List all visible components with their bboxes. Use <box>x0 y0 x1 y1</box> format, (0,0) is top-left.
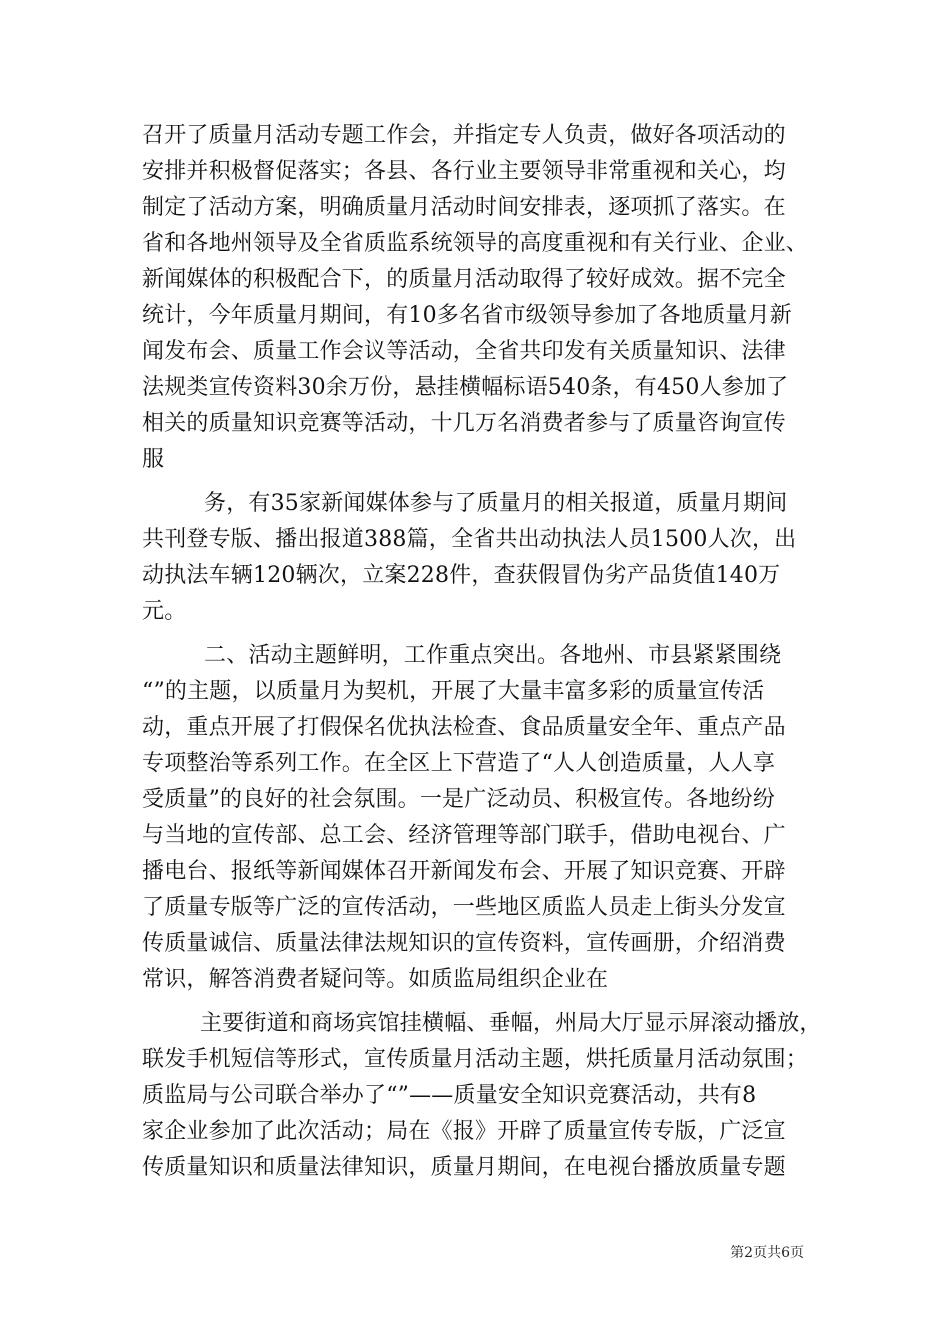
text-line: 与当地的宣传部、总工会、经济管理等部门联手，借助电视台、广 <box>142 823 786 848</box>
text-line: 新闻媒体的积极配合下，的质量月活动取得了较好成效。据不完全 <box>142 267 786 292</box>
document-body <box>142 118 822 1186</box>
text-line: 常识，解答消费者疑问等。如质监局组织企业在 <box>142 967 609 992</box>
text-line: 服 <box>142 447 165 472</box>
text-line: 家企业参加了此次活动；局在《报》开辟了质量宣传专版，广泛宣 <box>142 1119 786 1144</box>
text-line: 质监局与公司联合举办了“”——质量安全知识竞赛活动，共有8 <box>142 1083 757 1108</box>
text-line: 务，有35家新闻媒体参与了质量月的相关报道，质量月期间 <box>204 491 788 516</box>
text-line: 安排并积极督促落实；各县、各行业主要领导非常重视和关心，均 <box>142 159 786 184</box>
text-line: 了质量专版等广泛的宣传活动，一些地区质监人员走上街头分发宣 <box>142 895 786 920</box>
text-line: 播电台、报纸等新闻媒体召开新闻发布会、开展了知识竞赛、开辟 <box>142 859 786 884</box>
text-line: 闻发布会、质量工作会议等活动，全省共印发有关质量知识、法律 <box>142 339 786 364</box>
page-number-footer: 第2页共6页 <box>730 1245 804 1261</box>
text-line: 共刊登专版、播出报道388篇，全省共出动执法人员1500人次，出 <box>142 527 797 552</box>
text-line: 传质量诚信、质量法律法规知识的宣传资料，宣传画册，介绍消费 <box>142 931 786 956</box>
paragraph-gap <box>142 478 814 486</box>
text-line: 专项整治等系列工作。在全区上下营造了“人人创造质量，人人享 <box>142 751 776 776</box>
text-line: 制定了活动方案，明确质量月活动时间安排表，逐项抓了落实。在 <box>142 195 786 220</box>
paragraph-3 <box>142 638 814 998</box>
text-line: 相关的质量知识竞赛等活动，十几万名消费者参与了质量咨询宣传 <box>142 411 786 436</box>
paragraph-gap <box>142 630 814 638</box>
text-line: 动，重点开展了打假保名优执法检查、食品质量安全年、重点产品 <box>142 715 786 740</box>
text-line: 主要街道和商场宾馆挂横幅、垂幅，州局大厅显示屏滚动播放， <box>200 1011 822 1036</box>
text-line: 动执法车辆120辆次，立案228件，查获假冒伪劣产品货值140万 <box>142 563 781 588</box>
text-line: “”的主题，以质量月为契机，开展了大量丰富多彩的质量宣传活 <box>142 679 765 704</box>
paragraph-2 <box>142 486 814 630</box>
text-line: 联发手机短信等形式，宣传质量月活动主题，烘托质量月活动氛围； <box>142 1047 809 1072</box>
text-line: 二、活动主题鲜明，工作重点突出。各地州、市县紧紧围绕 <box>204 643 782 668</box>
paragraph-gap <box>142 998 814 1006</box>
text-line: 元。 <box>142 599 187 624</box>
text-line: 省和各地州领导及全省质监系统领导的高度重视和有关行业、企业、 <box>142 231 809 256</box>
paragraph-4 <box>142 1006 822 1186</box>
paragraph-1 <box>142 118 814 478</box>
text-line: 传质量知识和质量法律知识，质量月期间，在电视台播放质量专题 <box>142 1155 786 1180</box>
text-line: 受质量”的良好的社会氛围。一是广泛动员、积极宣传。各地纷纷 <box>142 787 776 812</box>
text-line: 统计，今年质量月期间，有10多名省市级领导参加了各地质量月新 <box>142 303 792 328</box>
text-line: 召开了质量月活动专题工作会，并指定专人负责，做好各项活动的 <box>142 123 786 148</box>
text-line: 法规类宣传资料30余万份，悬挂横幅标语540条，有450人参加了 <box>142 375 789 400</box>
